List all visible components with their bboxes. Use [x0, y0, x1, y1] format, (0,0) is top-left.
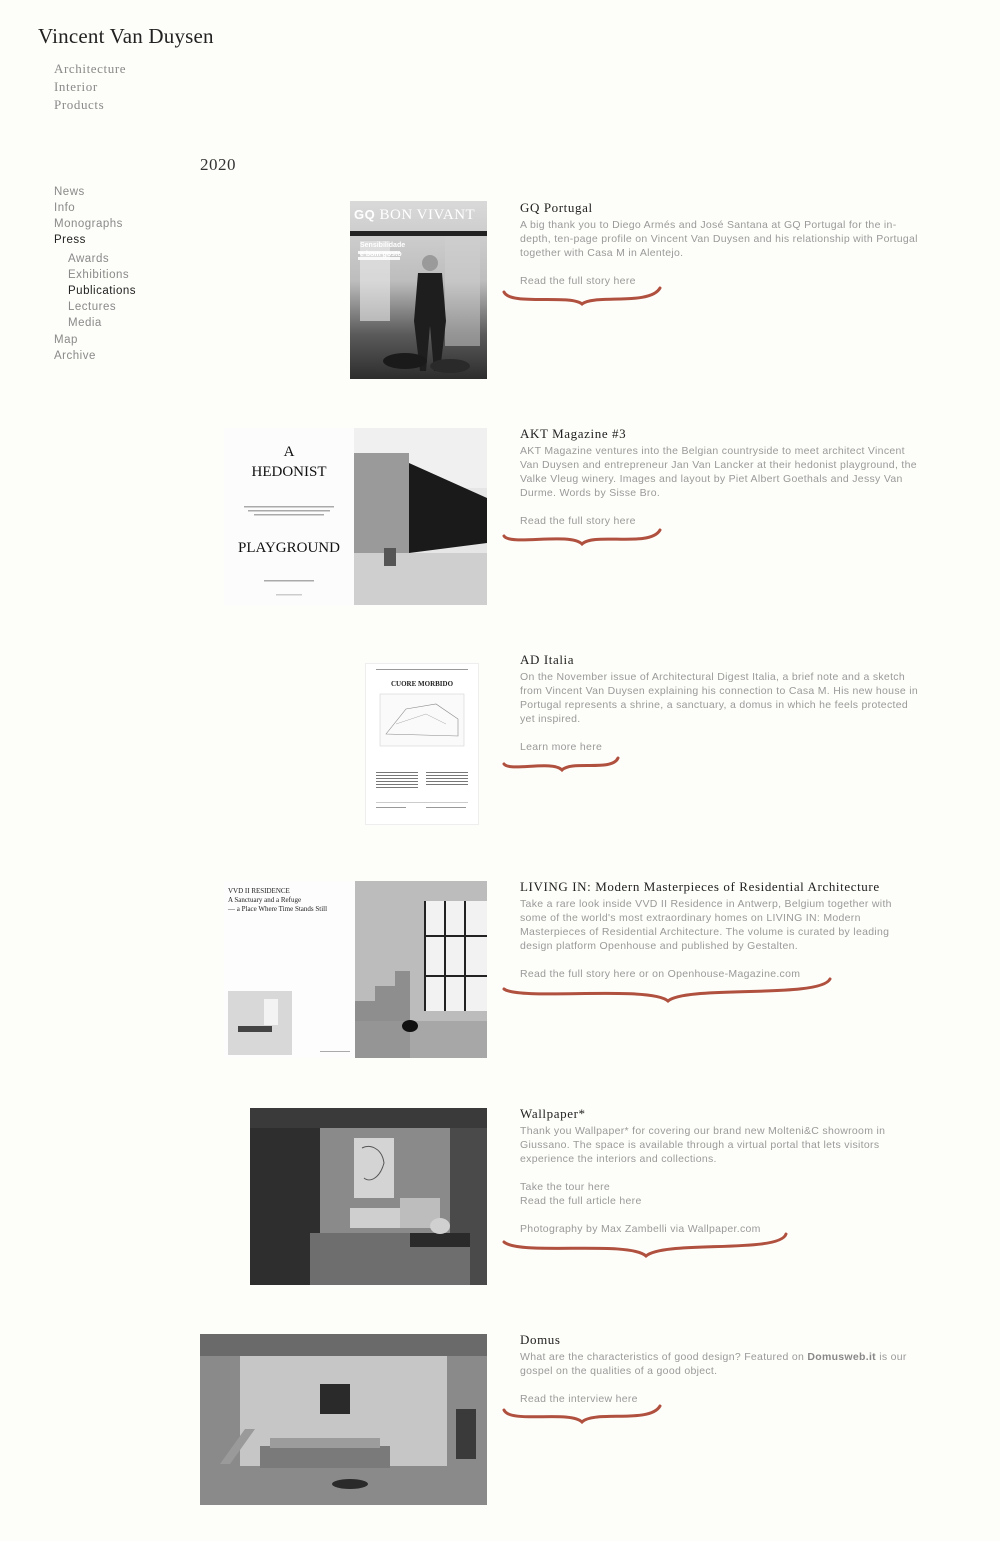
akt-photo [354, 428, 487, 605]
read-full-story-link[interactable]: Read the full story here or on Openhouse-Magazine.com [520, 968, 801, 980]
gq-brand: GQ [354, 207, 376, 222]
entry-body: AKT Magazine ventures into the Belgian countryside to meet architect Vincent Van Duysen and entrepreneur Jan Van Lancker at their hedonist playground, the Valke Vleug winery. Images and layout by Piet Albert Goethals and Jessy Van Durme. Words by Sisse Bro. [520, 445, 917, 499]
gq-cover-art [350, 201, 487, 379]
site-title[interactable]: Vincent Van Duysen [38, 24, 214, 48]
side-nav-monographs[interactable]: Monographs [54, 218, 123, 230]
gq-cover-headline: Sensibilidade e bom gosto [360, 242, 406, 258]
side-nav-publications[interactable]: Publications [68, 285, 137, 297]
brace-underline [500, 284, 670, 310]
gq-masthead-text: BON VIVANT [379, 207, 476, 223]
gq-cover-image[interactable] [350, 201, 487, 379]
akt-cover-image[interactable] [224, 428, 487, 605]
learn-more-link[interactable]: Learn more here [520, 741, 603, 753]
brace-underline [500, 524, 670, 550]
wallpaper-photo [250, 1108, 487, 1285]
side-nav-news[interactable]: News [54, 186, 85, 198]
entry-body [520, 1350, 920, 1378]
read-article-link[interactable]: Read the full article here [520, 1195, 642, 1207]
nav-products[interactable]: Products [54, 97, 105, 112]
brace-underline [500, 1402, 670, 1428]
domus-body-post: is our gospel on the qualities of a good object. [520, 1351, 907, 1377]
living-in-photo [355, 881, 487, 1058]
side-nav-info[interactable]: Info [54, 202, 76, 214]
akt-text-lines [224, 428, 354, 605]
side-nav-map[interactable]: Map [54, 334, 78, 346]
living-in-line1: VVD II RESIDENCE [228, 887, 290, 895]
entry-title: Domus [520, 1332, 561, 1347]
domusweb-link[interactable]: Domusweb.it [807, 1351, 876, 1363]
entry-body: On the November issue of Architectural Digest Italia, a brief note and a sketch from Vincent Van Duysen explaining his connection to Casa M. His new house in Portugal represents a shrine, a sanctuary, a domus in which he feels protected yet inspired. [520, 671, 918, 725]
living-in-line3: — a Place Where Time Stands Still [228, 905, 328, 913]
nav-interior[interactable]: Interior [54, 79, 98, 94]
entry-title: LIVING IN: Modern Masterpieces of Residential Architecture [520, 879, 880, 894]
side-nav [54, 184, 136, 364]
akt-text [520, 426, 920, 528]
living-in-thumb [224, 881, 355, 1058]
wallpaper-text [520, 1106, 920, 1236]
entry-title: AD Italia [520, 652, 575, 667]
ad-italia-text [520, 652, 920, 754]
main-nav [54, 60, 126, 114]
entry-title: AKT Magazine #3 [520, 426, 627, 441]
domus-photo [200, 1334, 487, 1505]
ad-italia-sketch [366, 664, 478, 824]
entry-title: Wallpaper* [520, 1106, 586, 1121]
read-interview-link[interactable]: Read the interview here [520, 1393, 638, 1405]
side-nav-exhibitions[interactable]: Exhibitions [68, 269, 130, 281]
take-tour-link[interactable]: Take the tour here [520, 1181, 611, 1193]
domus-image[interactable] [200, 1334, 487, 1505]
photo-credit-link[interactable]: Photography by Max Zambelli via Wallpaper.com [520, 1223, 761, 1235]
year-heading: 2020 [200, 155, 236, 174]
side-nav-lectures[interactable]: Lectures [68, 301, 117, 313]
read-full-story-link[interactable]: Read the full story here [520, 515, 636, 527]
side-nav-archive[interactable]: Archive [54, 350, 96, 362]
domus-body-pre: What are the characteristics of good design? Featured on [520, 1351, 808, 1363]
domus-text [520, 1332, 920, 1406]
gq-cover-masthead [354, 207, 475, 224]
brace-underline [500, 1230, 800, 1264]
entry-body: Thank you Wallpaper* for covering our brand new Molteni&C showroom in Giussano. The space is available through a virtual portal that lets visitors experience the interiors and collections. [520, 1125, 886, 1165]
living-in-line2: A Sanctuary and a Refuge [228, 896, 302, 904]
ad-italia-cover-image[interactable] [366, 664, 478, 824]
side-nav-awards[interactable]: Awards [68, 253, 110, 265]
entry-title: GQ Portugal [520, 200, 593, 215]
entry-body: Take a rare look inside VVD II Residence in Antwerp, Belgium together with some of the world's most extraordinary homes on LIVING IN: Modern Masterpieces of Residential Architecture. The volume is curated by leading design platform Openhouse and published by Gestalten. [520, 898, 892, 952]
read-full-story-link[interactable]: Read the full story here [520, 275, 636, 287]
akt-left-page [224, 428, 354, 605]
akt-line2: HEDONIST [251, 464, 327, 480]
ad-italia-headline: CUORE MORBIDO [390, 680, 454, 688]
akt-line3: PLAYGROUND [238, 540, 340, 556]
entry-body: A big thank you to Diego Armés and José Santana at GQ Portugal for the in-depth, ten-page profile on Vincent Van Duysen and his relationship with Portugal together with Casa M in Alentejo. [520, 219, 918, 259]
living-in-left-page [224, 881, 355, 1058]
akt-line1: A [283, 444, 295, 460]
nav-architecture[interactable]: Architecture [54, 61, 127, 76]
side-nav-media[interactable]: Media [68, 317, 102, 329]
wallpaper-image[interactable] [250, 1108, 487, 1285]
press-subnav [54, 251, 136, 331]
brace-underline [500, 752, 630, 776]
living-in-cover-image[interactable] [224, 881, 487, 1058]
gq-text [520, 200, 920, 288]
brace-underline [500, 975, 840, 1009]
living-in-text [520, 879, 920, 981]
side-nav-press[interactable]: Press [54, 234, 86, 246]
